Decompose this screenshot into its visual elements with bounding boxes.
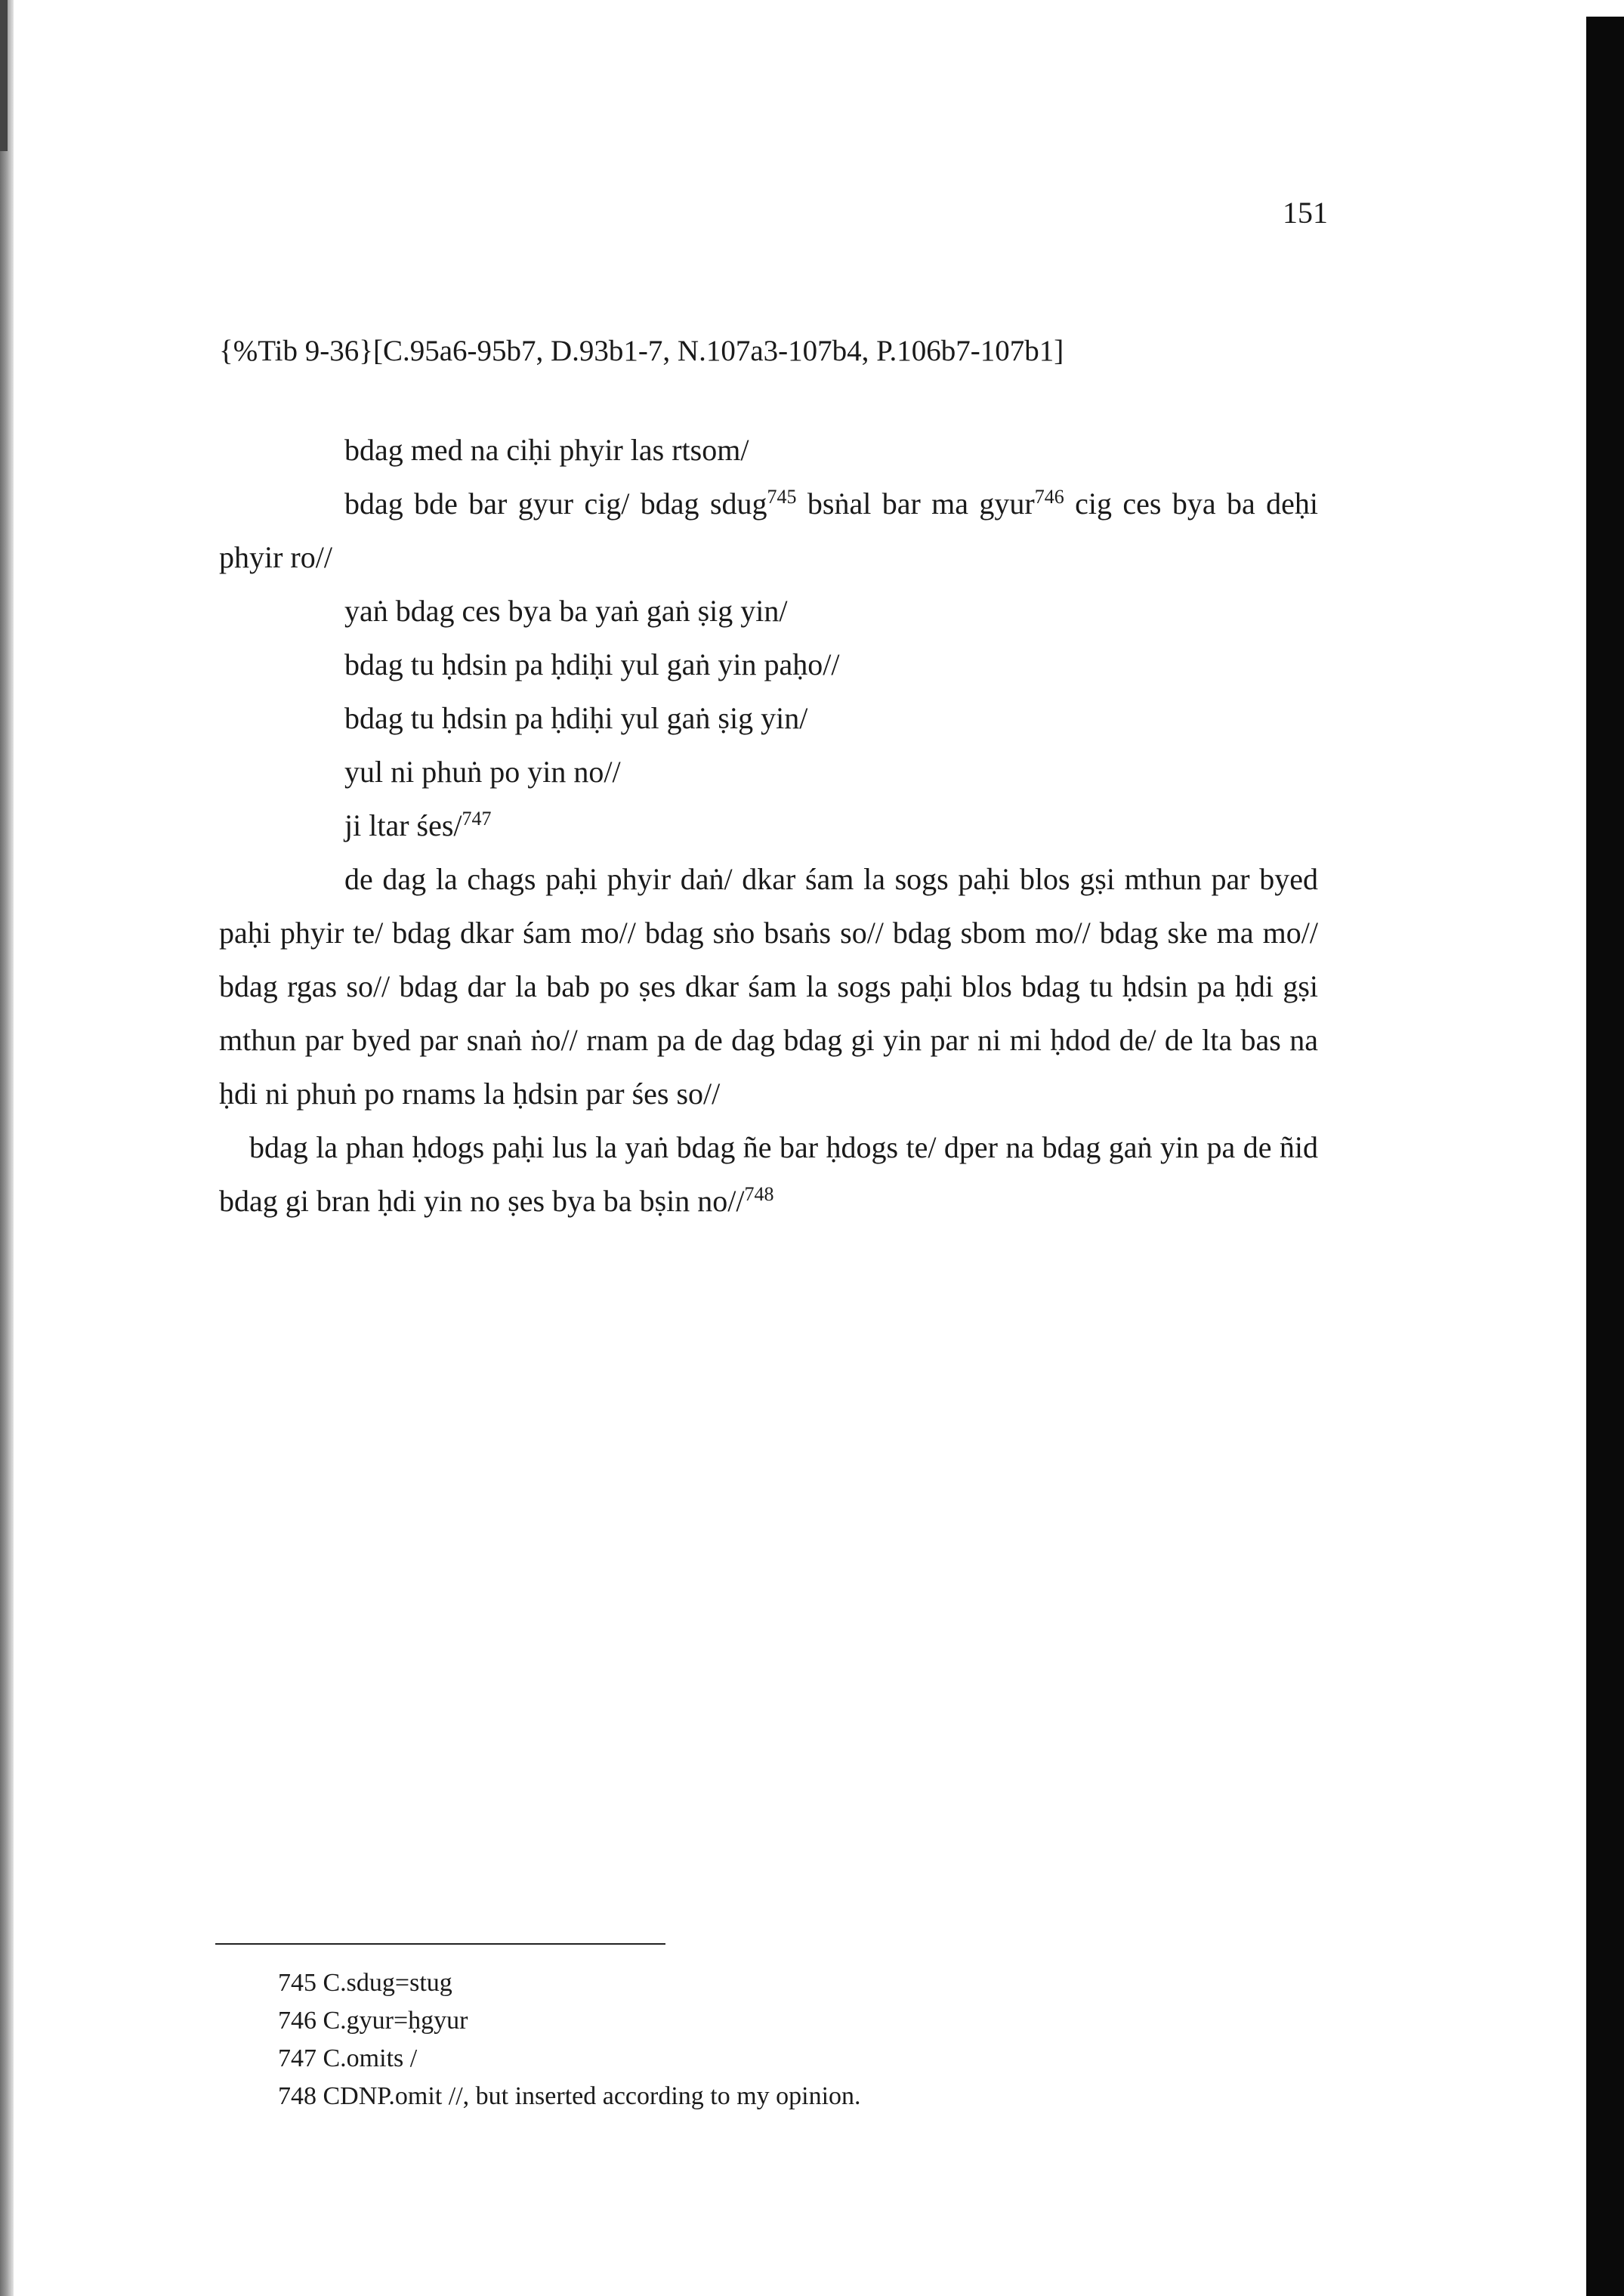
text-line: ji ltar śes/$^{747}$ [344, 808, 492, 842]
main-text [219, 423, 1318, 1228]
text-line: bdag med na ciḥi phyir las rtsom/ [344, 433, 749, 467]
footnotes [278, 1964, 861, 2115]
text-paragraph: bdag bde bar gyur cig/ bdag sdug$^{745}$ bsṅal bar ma gyur$^{746}$ cig ces bya ba deḥi phyir ro// [219, 486, 1318, 574]
footnote-marker: 745 [767, 486, 797, 508]
text-paragraph: bdag la phan ḥdogs paḥi lus la yaṅ bdag ñe bar ḥdogs te/ dper na bdag gaṅ yin pa de ñid bdag gi bran ḥdi yin no ṣes bya ba bṣin no//$^{748}$ [219, 1130, 1318, 1218]
text-line: bdag tu ḥdsin pa ḥdiḥi yul gaṅ ṣig yin/ [344, 701, 808, 735]
text-line: yul ni phuṅ po yin no// [344, 755, 621, 789]
footnote-marker: 746 [1034, 486, 1064, 508]
text-line: yaṅ bdag ces bya ba yaṅ gaṅ ṣig yin/ [344, 594, 788, 628]
footnote: 748 CDNP.omit //, but inserted according to my opinion. [278, 2082, 861, 2110]
footnote-marker: 747 [462, 808, 492, 830]
text-paragraph: de dag la chags paḥi phyir daṅ/ dkar śam la sogs paḥi blos gṣi mthun par byed paḥi phyir te/ bdag dkar śam mo// bdag sṅo bsaṅs so// bdag sbom mo// bdag ske ma mo// bdag rgas so// bdag dar la bab po ṣes dkar śam la sogs paḥi blos bdag tu ḥdsin pa ḥdi gṣi mthun par byed par snaṅ ṅo// rnam pa de dag bdag gi yin par ni mi ḥdod de/ de lta bas na ḥdi ni phuṅ po rnams la ḥdsin par śes so// [219, 862, 1318, 1111]
scan-border-right [1586, 17, 1624, 2296]
footnote-marker: 748 [744, 1183, 774, 1205]
footnote-separator [215, 1943, 665, 1945]
scan-binding-shadow [0, 0, 8, 151]
footnote: 747 C.omits / [278, 2044, 418, 2072]
text-line: bdag tu ḥdsin pa ḥdiḥi yul gaṅ yin paḥo// [344, 647, 840, 681]
footnote: 745 C.sdug=stug [278, 1969, 452, 1997]
source-reference: {%Tib 9-36}[C.95a6-95b7, D.93b1-7, N.107a3-107b4, P.106b7-107b1] [219, 335, 1064, 367]
page-number: 151 [1283, 196, 1328, 230]
footnote: 746 C.gyur=ḥgyur [278, 2007, 468, 2035]
scan-binding-edge [0, 0, 14, 2296]
